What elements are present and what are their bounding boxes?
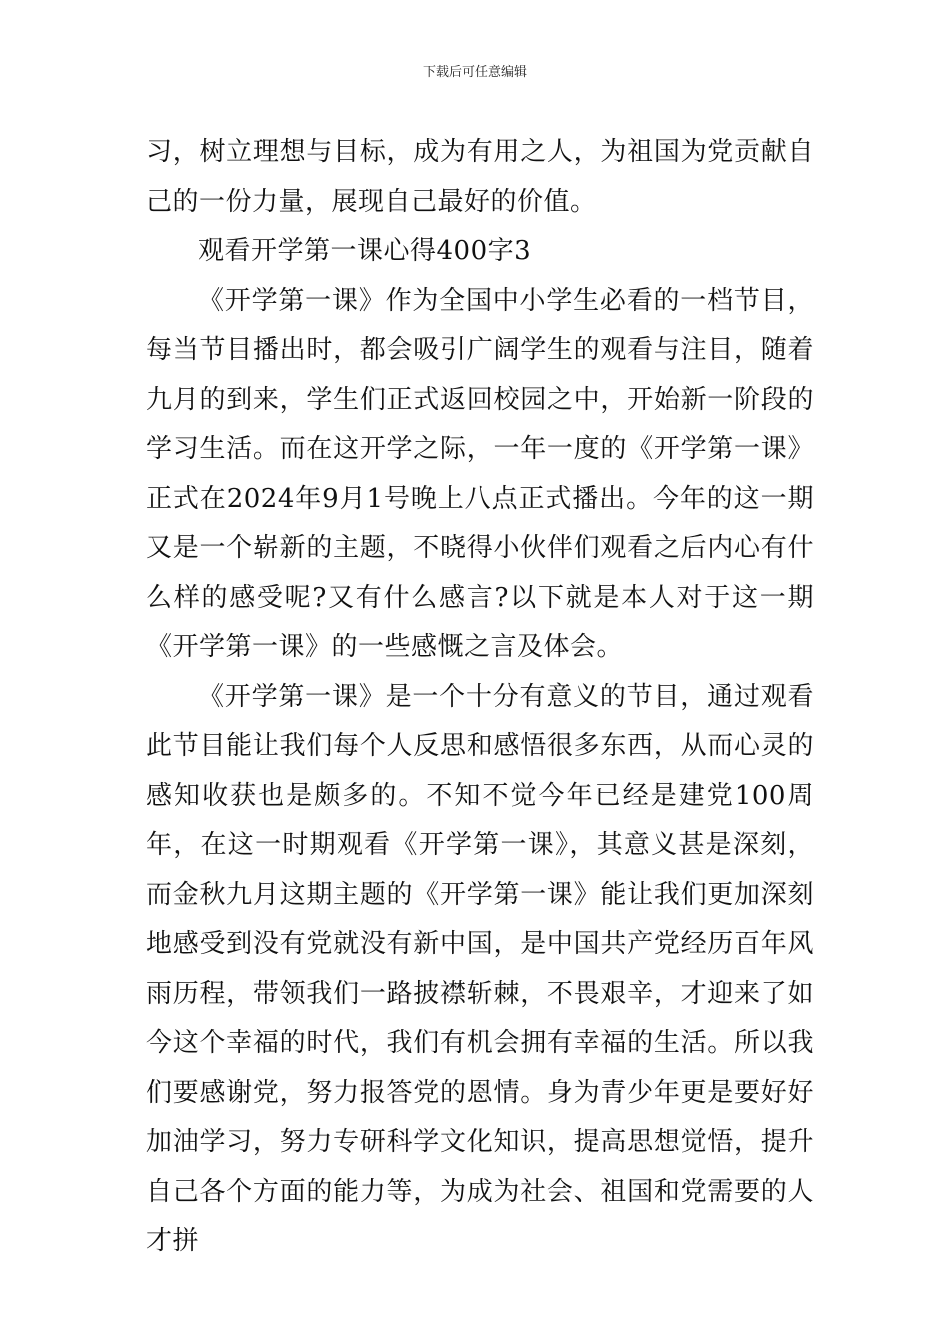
paragraph-reflection: 《开学第一课》是一个十分有意义的节目，通过观看此节目能让我们每个人反思和感悟很多东西，从而心灵的感知收获也是颇多的。不知不觉今年已经是建党100周年，在这一时期观看《开学第一课》，其意义甚是深刻，而金秋九月这期主题的《开学第一课》能让我们更加深刻地感受到没有党就没有新中国，是中国共产党经历百年风雨历程，带领我们一路披襟斩棘，不畏艰辛，才迎来了如今这个幸福的时代，我们有机会拥有幸福的生活。所以我们要感谢党，努力报答党的恩情。身为青少年更是要好好加油学习，努力专研科学文化知识，提高思想觉悟，提升自己各个方面的能力等，为成为社会、祖国和党需要的人才拼	[146, 681, 814, 1256]
document-body	[146, 128, 814, 1267]
paragraph-continuation: 习，树立理想与目标，成为有用之人，为祖国为党贡献自己的一份力量，展现自己最好的价值。	[146, 137, 814, 217]
paragraph-intro: 《开学第一课》作为全国中小学生必看的一档节目，每当节目播出时，都会吸引广阔学生的观看与注目，随着九月的到来，学生们正式返回校园之中，开始新一阶段的学习生活。而在这开学之际，一年一度的《开学第一课》正式在2024年9月1号晚上八点正式播出。今年的这一期又是一个崭新的主题，不晓得小伙伴们观看之后内心有什么样的感受呢?又有什么感言?以下就是本人对于这一期《开学第一课》的一些感慨之言及体会。	[146, 285, 814, 662]
page-header-note: 下载后可任意编辑	[422, 65, 527, 80]
section-heading: 观看开学第一课心得400字3	[198, 236, 532, 266]
